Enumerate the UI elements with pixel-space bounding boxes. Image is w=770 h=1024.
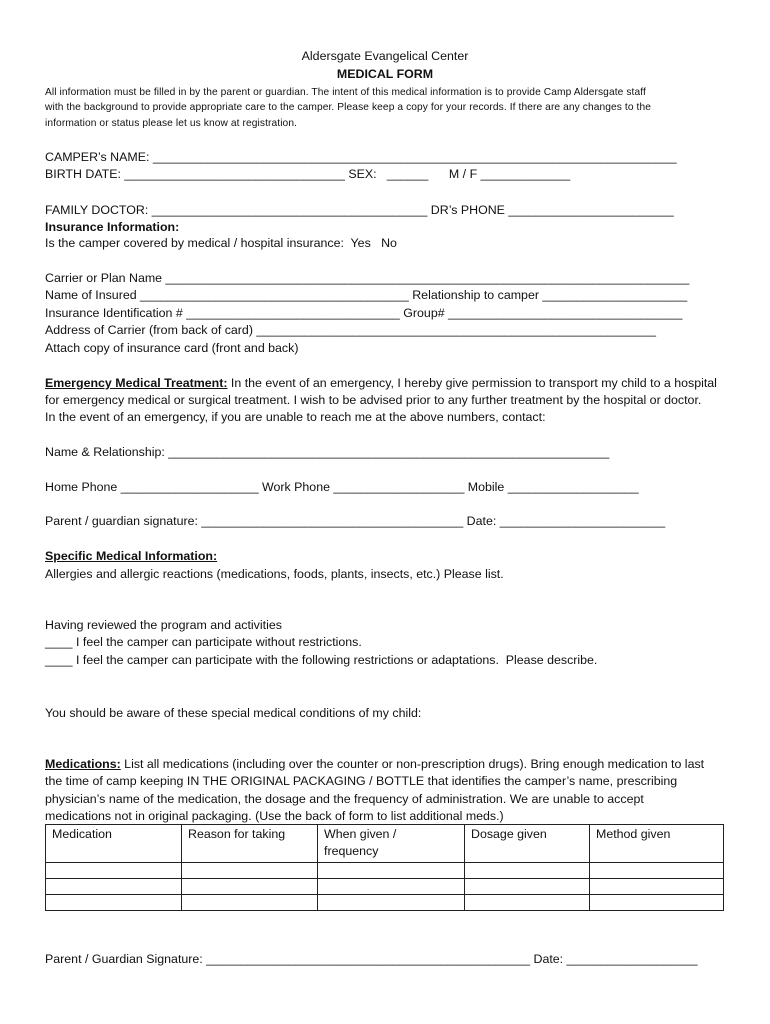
insurance-id-field[interactable]: Insurance Identification # _______________________________ Group# __________________________________: [45, 306, 683, 320]
guardian-signature-field[interactable]: Parent / guardian signature: ______________________________________ Date: ________________________: [45, 514, 666, 528]
emergency-text-1: In the event of an emergency, I hereby give permission to transport my child to a hospital: [227, 376, 717, 390]
contact-phones-field[interactable]: Home Phone ____________________ Work Phone ___________________ Mobile ___________________: [45, 480, 639, 494]
specific-medical-heading: Specific Medical Information:: [45, 549, 218, 563]
table-cell[interactable]: [318, 895, 465, 911]
emergency-text-3: In the event of an emergency, if you are unable to reach me at the above numbers, contact:: [45, 410, 546, 424]
table-cell[interactable]: [46, 863, 182, 879]
col-header-when-given-line-2: frequency: [324, 844, 379, 858]
form-title: MEDICAL FORM: [336, 67, 434, 81]
medications-table-header: [46, 825, 724, 863]
table-row: [46, 863, 724, 879]
medications-text-2: the time of camp keeping IN THE ORIGINAL PACKAGING / BOTTLE that identifies the camper’s name, prescribing: [45, 774, 678, 788]
birth-date-sex-field[interactable]: BIRTH DATE: ________________________________ SEX: ______ M / F _____________: [45, 167, 571, 181]
emergency-text-2: for emergency medical or surgical treatment. I wish to be advised prior to any further treatment by the hospital or doctor.: [45, 393, 702, 407]
col-header-when-given: [318, 825, 465, 863]
table-row: [46, 879, 724, 895]
restrictions-option[interactable]: ____ I feel the camper can participate with the following restrictions or adaptations. Please describe.: [45, 653, 598, 667]
carrier-field[interactable]: Carrier or Plan Name ____________________________________________________________________________: [45, 271, 690, 285]
table-row: [46, 895, 724, 911]
intro-line-3: information or status please let us know at registration.: [45, 118, 298, 129]
intro-line-2: with the background to provide appropriate care to the camper. Please keep a copy for your records. If there are any changes to the: [45, 102, 652, 113]
table-cell[interactable]: [46, 895, 182, 911]
table-cell[interactable]: [182, 895, 318, 911]
col-header-when-given-line-1: When given /: [324, 827, 397, 841]
col-header-medication: Medication: [46, 825, 182, 863]
insured-name-field[interactable]: Name of Insured _______________________________________ Relationship to camper _____________________: [45, 288, 688, 302]
emergency-heading: Emergency Medical Treatment:: [45, 376, 228, 390]
family-doctor-field[interactable]: FAMILY DOCTOR: ________________________________________ DR’s PHONE ________________________: [45, 203, 674, 217]
table-cell[interactable]: [590, 879, 724, 895]
intro-line-1: All information must be filled in by the parent or guardian. The intent of this medical information is to provide Camp Aldersgate staff: [45, 87, 646, 98]
medications-table: [45, 824, 724, 911]
allergies-prompt: Allergies and allergic reactions (medications, foods, plants, insects, etc.) Please list.: [45, 567, 504, 581]
medications-paragraph-line-1: [45, 757, 704, 772]
table-cell[interactable]: [318, 863, 465, 879]
table-cell[interactable]: [590, 895, 724, 911]
special-conditions-prompt: You should be aware of these special medical conditions of my child:: [45, 706, 422, 720]
no-restrictions-option[interactable]: ____ I feel the camper can participate without restrictions.: [45, 635, 362, 649]
table-cell[interactable]: [590, 863, 724, 879]
col-header-method: Method given: [590, 825, 724, 863]
col-header-reason: Reason for taking: [182, 825, 318, 863]
insurance-covered-question[interactable]: Is the camper covered by medical / hospital insurance: Yes No: [45, 236, 397, 250]
table-cell[interactable]: [465, 863, 590, 879]
table-cell[interactable]: [465, 895, 590, 911]
contact-relationship-field[interactable]: Name & Relationship: ________________________________________________________________: [45, 445, 610, 459]
organization-name: Aldersgate Evangelical Center: [301, 49, 469, 63]
table-cell[interactable]: [182, 863, 318, 879]
insurance-heading: Insurance Information:: [45, 220, 180, 234]
final-signature-field[interactable]: Parent / Guardian Signature: _______________________________________________ Date: ___________________: [45, 952, 698, 966]
medications-heading: Medications:: [45, 757, 121, 771]
camper-name-field[interactable]: CAMPER’s NAME: ____________________________________________________________________________: [45, 150, 677, 164]
medications-text-4: medications not in original packaging. (Use the back of form to list additional meds.): [45, 809, 504, 823]
carrier-address-field[interactable]: Address of Carrier (from back of card) __________________________________________________________: [45, 323, 657, 337]
attach-card-note: Attach copy of insurance card (front and back): [45, 341, 299, 355]
col-header-dosage: Dosage given: [465, 825, 590, 863]
medications-text-3: physician’s name of the medication, the dosage and the frequency of administration. We are unable to accept: [45, 792, 644, 806]
table-cell[interactable]: [318, 879, 465, 895]
program-review-text: Having reviewed the program and activities: [45, 618, 282, 632]
table-cell[interactable]: [182, 879, 318, 895]
medications-text-1: List all medications (including over the counter or non-prescription drugs). Bring enough medication to last: [120, 757, 705, 771]
emergency-paragraph-line-1: [45, 376, 717, 391]
table-cell[interactable]: [465, 879, 590, 895]
table-cell[interactable]: [46, 879, 182, 895]
